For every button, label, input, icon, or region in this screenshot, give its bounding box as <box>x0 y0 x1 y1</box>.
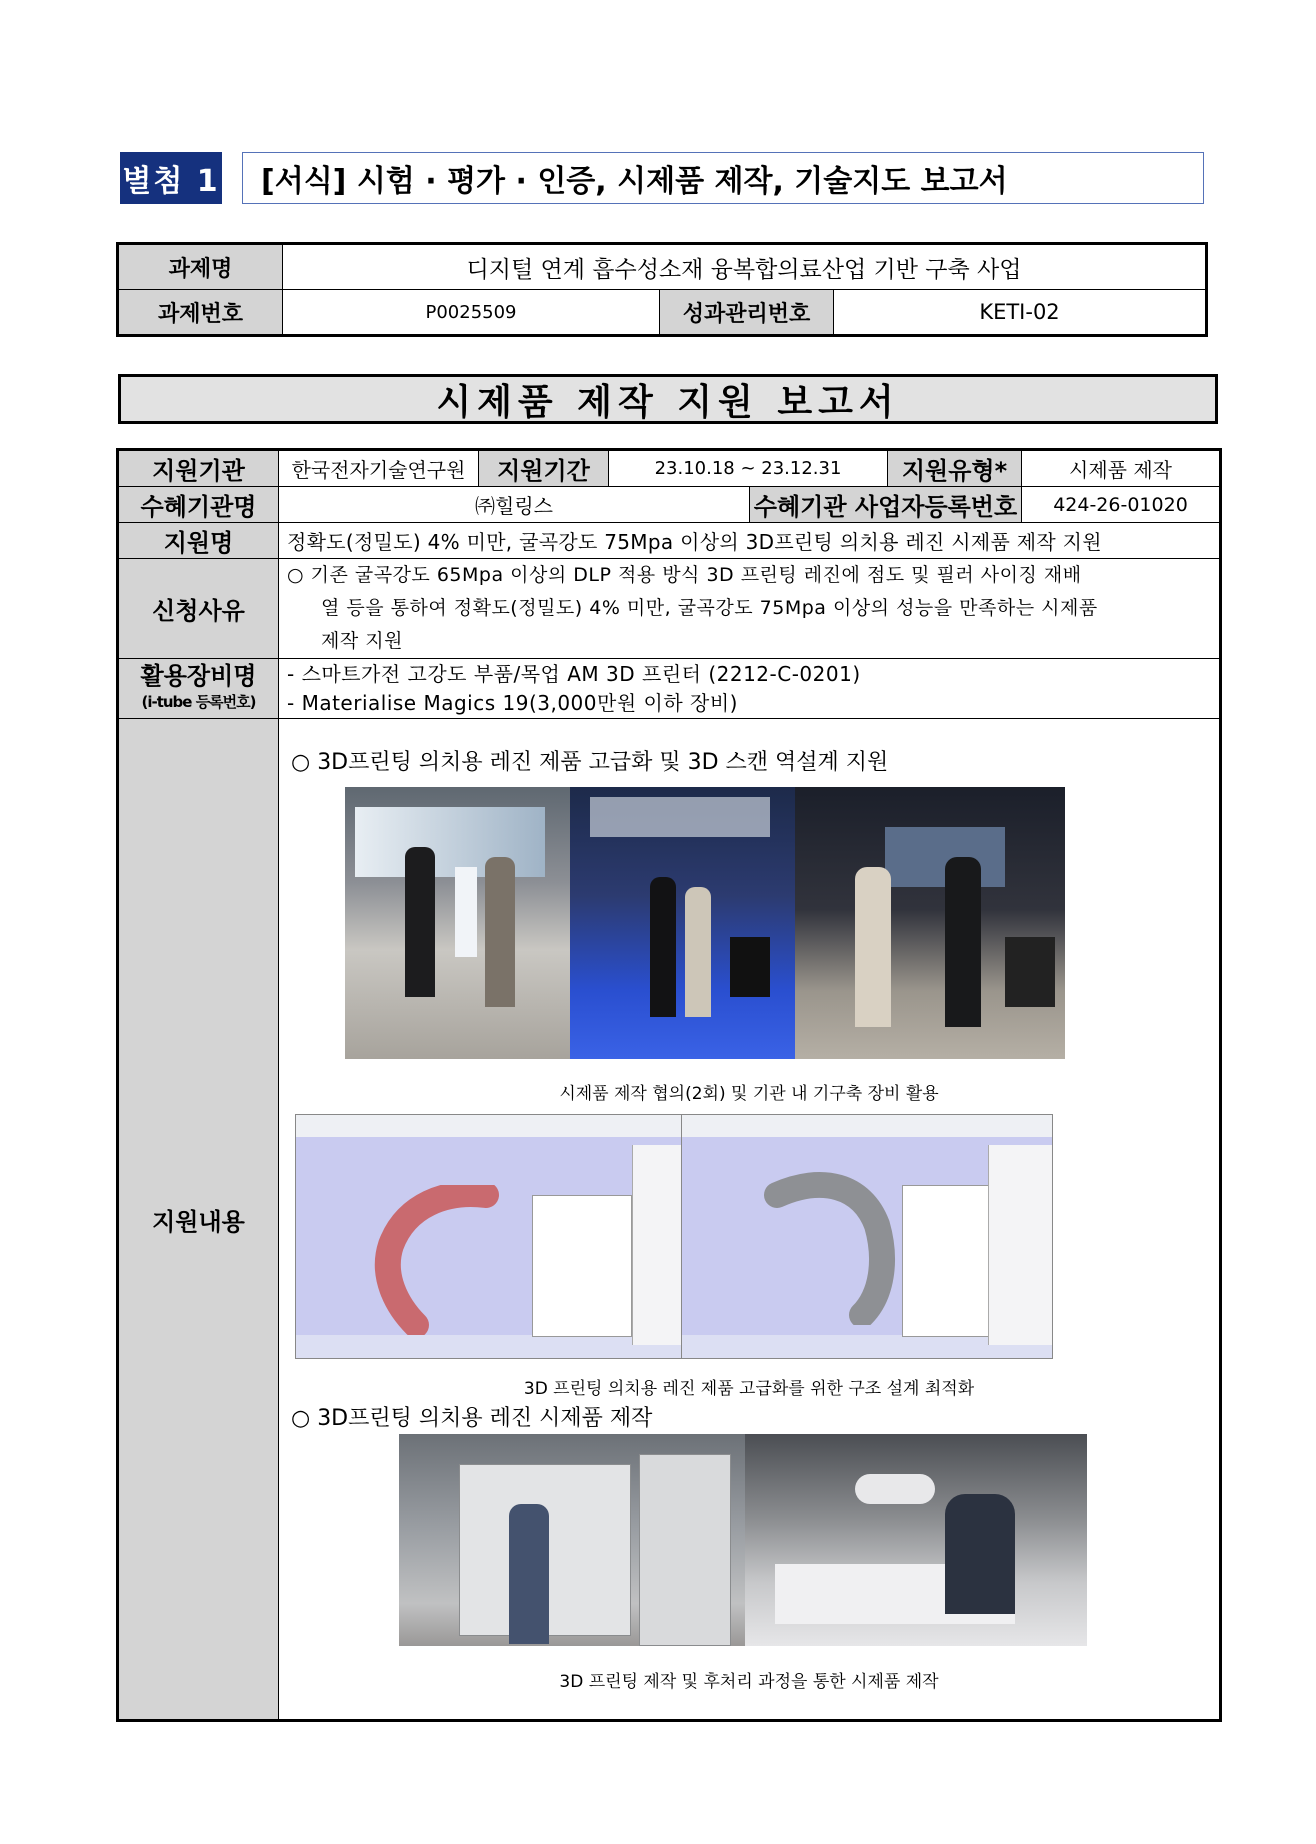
production-photo-2 <box>745 1434 1087 1646</box>
org-value: 한국전자기술연구원 <box>279 450 479 487</box>
denture-model-gray-icon <box>762 1165 912 1325</box>
reason-line-1: ○ 기존 굴곡강도 65Mpa 이상의 DLP 적용 방식 3D 프린팅 레진에 점도 및 필러 사이징 재배 <box>287 564 1082 586</box>
bullet-1: ○ 3D프린팅 의치용 레진 제품 고급화 및 3D 스캔 역설계 지원 <box>291 750 889 775</box>
content-label: 지원내용 <box>118 719 279 1721</box>
org-label: 지원기관 <box>118 450 279 487</box>
reason-value <box>279 559 1221 659</box>
period-value: 23.10.18 ~ 23.12.31 <box>609 450 888 487</box>
recipient-value: ㈜힐링스 <box>279 487 750 523</box>
equip-value <box>279 659 1221 719</box>
bizno-label: 수혜기관 사업자등록번호 <box>750 487 1022 523</box>
attachment-title: [서식] 시험 · 평가 · 인증, 시제품 제작, 기술지도 보고서 <box>242 152 1204 204</box>
type-value: 시제품 제작 <box>1022 450 1221 487</box>
caption-2: 3D 프린팅 의치용 레진 제품 고급화를 위한 구조 설계 최적화 <box>523 1379 975 1399</box>
equip-line-2: - Materialise Magics 19(3,000만원 이하 장비) <box>287 690 738 715</box>
perf-number-value: KETI-02 <box>834 290 1207 336</box>
bizno-value: 424-26-01020 <box>1022 487 1221 523</box>
project-info-table <box>116 242 1208 337</box>
reason-label: 신청사유 <box>118 559 279 659</box>
meeting-photo-3 <box>795 787 1065 1059</box>
caption-3: 3D 프린팅 제작 및 후처리 과정을 통한 시제품 제작 <box>559 1672 939 1692</box>
production-photo-1 <box>399 1434 745 1646</box>
reason-line-2: 열 등을 통하여 정확도(정밀도) 4% 미만, 굴곡강도 75Mpa 이상의 성능을 만족하는 시제품 <box>321 597 1098 619</box>
reason-line-3: 제작 지원 <box>321 630 403 652</box>
report-table <box>116 448 1222 1722</box>
perf-number-label: 성과관리번호 <box>660 290 834 336</box>
project-number-label: 과제번호 <box>118 290 283 336</box>
period-label: 지원기간 <box>479 450 609 487</box>
equip-label: 활용장비명 <box>140 661 257 690</box>
denture-model-red-icon <box>366 1185 516 1335</box>
content-cell <box>279 719 1221 1721</box>
support-value: 정확도(정밀도) 4% 미만, 굴곡강도 75Mpa 이상의 3D프린팅 의치용 레진 시제품 제작 지원 <box>279 523 1221 559</box>
content-area <box>279 719 1219 1719</box>
report-title: 시제품 제작 지원 보고서 <box>118 374 1218 424</box>
software-screenshot-2 <box>681 1114 1053 1359</box>
caption-1: 시제품 제작 협의(2회) 및 기관 내 기구축 장비 활용 <box>559 1084 939 1104</box>
type-label: 지원유형* <box>888 450 1022 487</box>
bullet-2: ○ 3D프린팅 의치용 레진 시제품 제작 <box>291 1406 653 1431</box>
meeting-photo-1 <box>345 787 570 1059</box>
support-label: 지원명 <box>118 523 279 559</box>
attachment-badge: 별첨 1 <box>120 152 222 204</box>
equip-line-1: - 스마트가전 고강도 부품/목업 AM 3D 프린터 (2212-C-0201) <box>287 661 861 686</box>
project-number-value: P0025509 <box>283 290 660 336</box>
equip-sublabel: (i-tube 등록번호) <box>141 692 256 711</box>
recipient-label: 수혜기관명 <box>118 487 279 523</box>
meeting-photo-2 <box>570 787 795 1059</box>
equip-label-cell <box>118 659 279 719</box>
project-name-value: 디지털 연계 흡수성소재 융복합의료산업 기반 구축 사업 <box>283 244 1207 290</box>
software-screenshot-1 <box>295 1114 683 1359</box>
project-name-label: 과제명 <box>118 244 283 290</box>
